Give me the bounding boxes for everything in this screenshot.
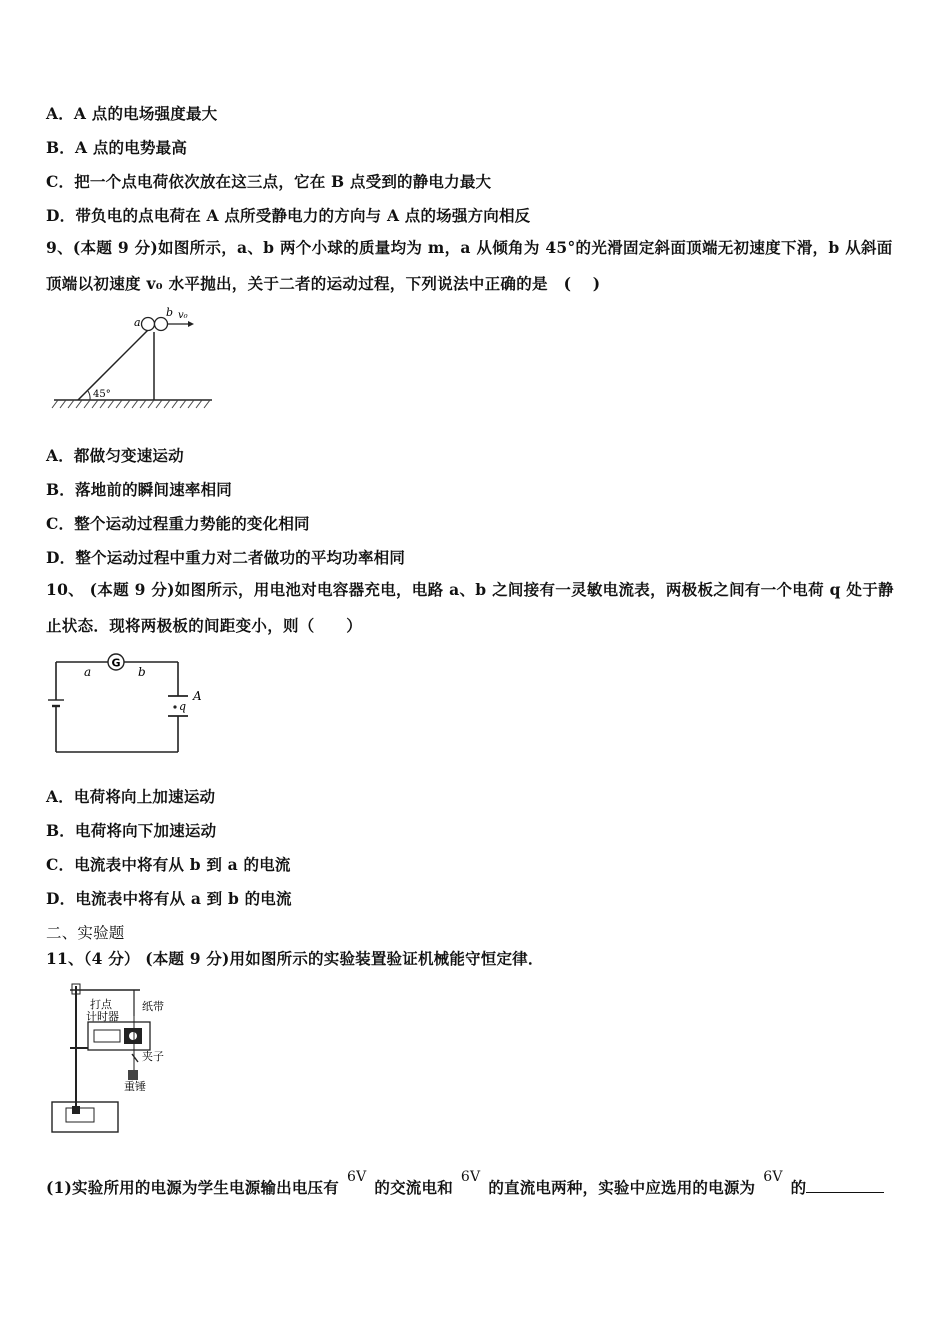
svg-text:G: G <box>111 656 121 670</box>
q8-option-b: B．A 点的电势最高 <box>46 138 188 157</box>
voltage-2: 6V <box>460 1169 481 1185</box>
svg-text:纸带: 纸带 <box>142 1000 164 1013</box>
q9-option-d: D．整个运动过程中重力对二者做功的平均功率相同 <box>46 548 406 567</box>
svg-text:q: q <box>179 700 187 713</box>
q11-sub1-part2: 的交流电和 <box>374 1178 453 1197</box>
label-angle: 45° <box>93 389 111 400</box>
svg-text:A: A <box>193 689 202 703</box>
charge-dot <box>173 705 176 708</box>
q9-option-a: A．都做匀变速运动 <box>46 446 184 465</box>
q8-option-a: A．A 点的电场强度最大 <box>46 104 218 123</box>
q11-stem: 11、（4 分） (本题 9 分)用如图所示的实验装置验证机械能守恒定律． <box>46 949 544 968</box>
q10-option-b: B．电荷将向下加速运动 <box>46 821 217 840</box>
q9-option-c: C．整个运动过程重力势能的变化相同 <box>46 514 310 533</box>
label-b: b <box>166 306 174 319</box>
weight-icon <box>128 1070 138 1080</box>
q9-option-b: B．落地前的瞬间速率相同 <box>46 480 233 499</box>
q10-stem: 10、 (本题 9 分)如图所示，用电池对电容器充电，电路 a、b 之间接有一灵敏电流表，两极板之间有一个电荷 q 处于静止状态．现将两极板的间距变小，则（ ） <box>46 580 894 635</box>
q11-sub1 <box>46 1169 884 1198</box>
svg-text:计时器: 计时器 <box>86 1010 119 1023</box>
q10-figure <box>48 650 208 760</box>
section-title: 二、实验题 <box>46 924 125 942</box>
q10-option-a: A．电荷将向上加速运动 <box>46 787 216 806</box>
q8-option-c: C．把一个点电荷依次放在这三点，它在 B 点受到的静电力最大 <box>46 172 492 191</box>
svg-text:夹子: 夹子 <box>142 1050 164 1063</box>
svg-text:a: a <box>84 665 92 679</box>
q9-stem: 9、(本题 9 分)如图所示，a、b 两个小球的质量均为 m，a 从倾角为 45°的光滑固定斜面顶端无初速度下滑，b 从斜面顶端以初速度 v₀ 水平抛出，关于二者的运动过程，下列说法中正确的是 ( ) <box>46 238 893 293</box>
q11-sub1-part4: 的 <box>790 1178 807 1197</box>
q11-figure <box>48 982 178 1142</box>
q10-option-d: D．电流表中将有从 a 到 b 的电流 <box>46 889 292 908</box>
label-v0: v₀ <box>178 310 188 321</box>
voltage-1: 6V <box>346 1169 367 1185</box>
q11-sub1-part1: (1)实验所用的电源为学生电源输出电压有 <box>46 1178 339 1197</box>
q8-option-d: D．带负电的点电荷在 A 点所受静电力的方向与 A 点的场强方向相反 <box>46 206 531 225</box>
ball-b <box>155 318 168 331</box>
q10-option-c: C．电流表中将有从 b 到 a 的电流 <box>46 855 291 874</box>
svg-text:b: b <box>138 665 146 679</box>
label-a: a <box>134 316 141 329</box>
q11-sub1-part3: 的直流电两种，实验中应选用的电源为 <box>488 1178 756 1197</box>
svg-text:打点: 打点 <box>90 998 112 1011</box>
voltage-3: 6V <box>763 1169 783 1185</box>
svg-text:重锤: 重锤 <box>124 1080 146 1093</box>
q9-figure <box>48 306 218 414</box>
ball-a <box>142 318 155 331</box>
answer-blank[interactable] <box>806 1178 884 1193</box>
